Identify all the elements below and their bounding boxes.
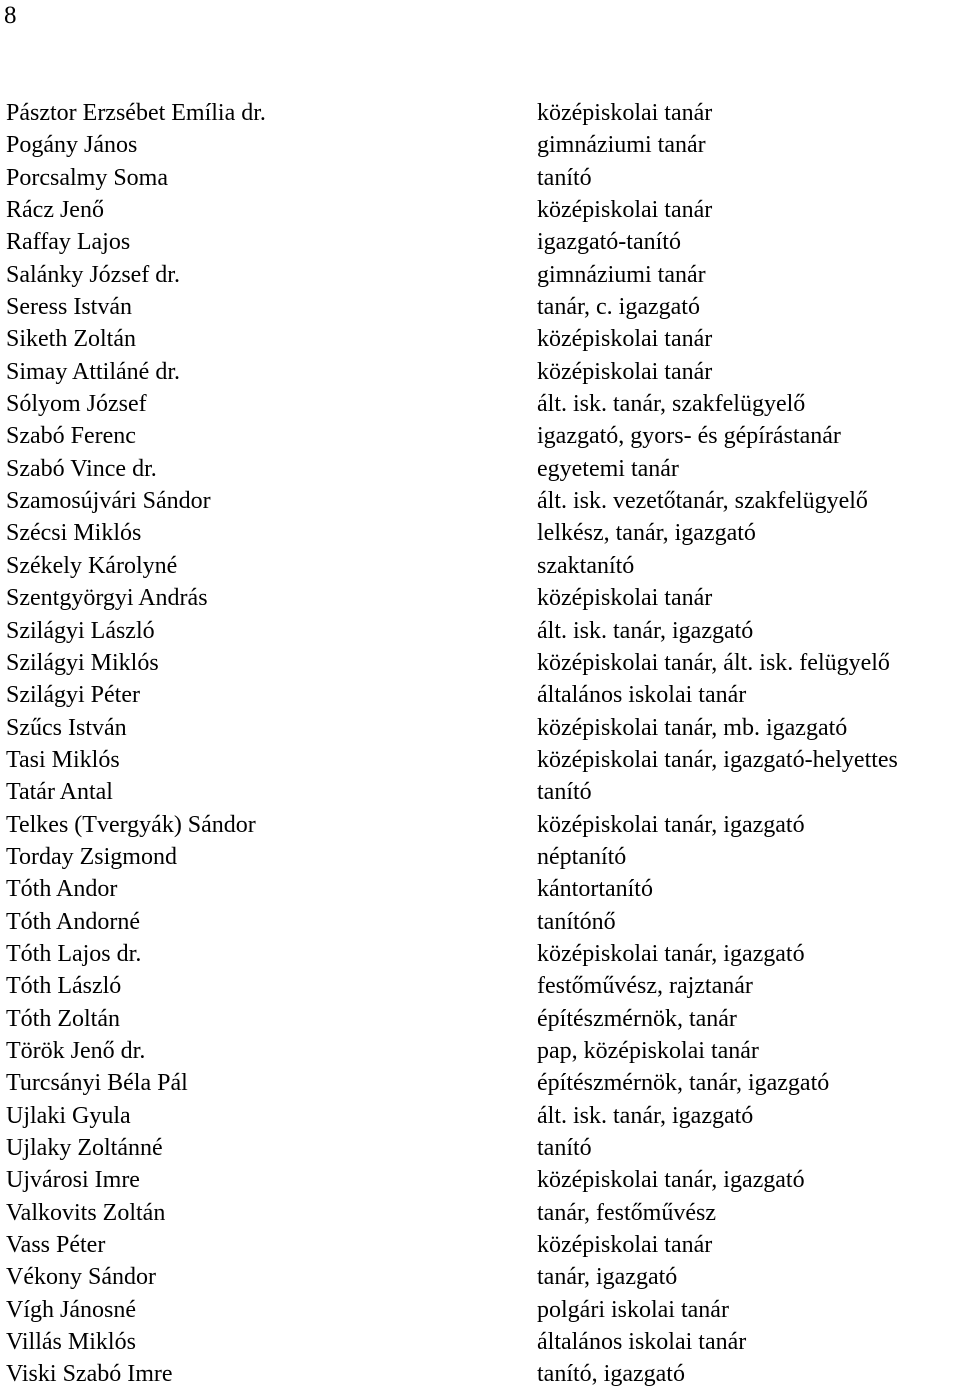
person-role: tanító, igazgató — [537, 1361, 685, 1388]
person-role: igazgató-tanító — [537, 229, 681, 256]
person-name: Székely Károlyné — [6, 552, 178, 579]
person-name: Viski Szabó Imre — [6, 1361, 173, 1388]
person-role: középiskolai tanár, igazgató-helyettes — [537, 746, 898, 773]
list-item — [0, 259, 960, 291]
person-name: Tatár Antal — [6, 779, 113, 806]
person-name: Tóth Zoltán — [6, 1005, 120, 1032]
person-name: Ujlaki Gyula — [6, 1102, 131, 1129]
list-item — [0, 776, 960, 808]
list-item — [0, 1003, 960, 1035]
person-role: középiskolai tanár, igazgató — [537, 811, 805, 838]
person-role: gimnáziumi tanár — [537, 261, 706, 288]
list-item — [0, 356, 960, 388]
list-item — [0, 550, 960, 582]
person-role: középiskolai tanár — [537, 100, 713, 126]
person-role: gimnáziumi tanár — [537, 132, 706, 159]
list-item — [0, 1294, 960, 1326]
list-item — [0, 582, 960, 614]
person-name: Telkes (Tvergyák) Sándor — [6, 811, 256, 838]
list-item — [0, 1132, 960, 1164]
person-role: építészmérnök, tanár, igazgató — [537, 1070, 830, 1097]
person-role: tanár, festőművész — [537, 1199, 716, 1226]
list-item — [0, 841, 960, 873]
person-name: Seress István — [6, 294, 132, 321]
person-name: Tasi Miklós — [6, 746, 120, 773]
person-role: ált. isk. tanár, igazgató — [537, 1102, 754, 1129]
list-item — [0, 453, 960, 485]
list-item — [0, 615, 960, 647]
person-role: középiskolai tanár, mb. igazgató — [537, 714, 848, 741]
list-item — [0, 162, 960, 194]
person-role: szaktanító — [537, 552, 635, 579]
person-role: tanár, igazgató — [537, 1264, 678, 1291]
person-role: kántortanító — [537, 876, 653, 903]
person-role: középiskolai tanár — [537, 326, 713, 353]
person-name: Valkovits Zoltán — [6, 1199, 166, 1226]
person-role: tanítónő — [537, 908, 616, 935]
list-item — [0, 1164, 960, 1196]
person-role: festőművész, rajztanár — [537, 973, 753, 1000]
list-item — [0, 485, 960, 517]
list-item — [0, 1358, 960, 1390]
person-name: Szécsi Miklós — [6, 520, 142, 547]
person-role: középiskolai tanár, igazgató — [537, 1167, 805, 1194]
list-item — [0, 420, 960, 452]
person-role: ált. isk. tanár, szakfelügyelő — [537, 391, 806, 418]
person-name: Szűcs István — [6, 714, 127, 741]
person-role: középiskolai tanár — [537, 197, 713, 224]
person-name: Tóth Lajos dr. — [6, 940, 142, 967]
person-name: Szilágyi Miklós — [6, 649, 159, 676]
list-item — [0, 906, 960, 938]
list-item — [0, 809, 960, 841]
list-item — [0, 712, 960, 744]
person-role: tanító — [537, 779, 592, 806]
person-role: tanító — [537, 1135, 592, 1161]
person-name: Raffay Lajos — [6, 229, 131, 256]
list-item — [0, 517, 960, 549]
person-role: egyetemi tanár — [537, 455, 679, 482]
list-item — [0, 679, 960, 711]
list-item — [0, 323, 960, 355]
person-role: tanár, c. igazgató — [537, 294, 700, 321]
person-role: általános iskolai tanár — [537, 682, 747, 709]
list-item — [0, 744, 960, 776]
list-item — [0, 1229, 960, 1261]
person-role: középiskolai tanár — [537, 358, 713, 385]
person-name: Tóth László — [6, 973, 122, 1000]
name-list — [0, 97, 960, 1391]
list-item — [0, 1261, 960, 1293]
person-role: lelkész, tanár, igazgató — [537, 520, 756, 547]
person-name: Porcsalmy Soma — [6, 164, 168, 191]
person-name: Ujvárosi Imre — [6, 1167, 140, 1194]
list-item — [0, 873, 960, 905]
person-name: Sólyom József — [6, 391, 147, 418]
person-name: Pásztor Erzsébet Emília dr. — [6, 100, 266, 126]
person-name: Simay Attiláné dr. — [6, 358, 180, 385]
person-name: Vass Péter — [6, 1232, 106, 1259]
person-name: Turcsányi Béla Pál — [6, 1070, 188, 1097]
list-item — [0, 291, 960, 323]
person-role: középiskolai tanár, igazgató — [537, 940, 805, 967]
person-name: Pogány János — [6, 132, 138, 159]
list-item — [0, 1100, 960, 1132]
person-role: pap, középiskolai tanár — [537, 1037, 759, 1064]
list-item — [0, 129, 960, 161]
person-name: Szabó Ferenc — [6, 423, 136, 450]
list-item — [0, 388, 960, 420]
person-role: néptanító — [537, 843, 627, 870]
person-role: középiskolai tanár — [537, 585, 713, 612]
person-role: tanító — [537, 164, 592, 191]
person-name: Szabó Vince dr. — [6, 455, 157, 482]
page-number: 8 — [4, 2, 17, 29]
list-item — [0, 1326, 960, 1358]
person-name: Szilágyi László — [6, 617, 155, 644]
person-role: általános iskolai tanár — [537, 1329, 747, 1356]
list-item — [0, 647, 960, 679]
list-item — [0, 938, 960, 970]
person-role: középiskolai tanár, ált. isk. felügyelő — [537, 649, 890, 676]
person-name: Torday Zsigmond — [6, 843, 177, 870]
person-name: Szentgyörgyi András — [6, 585, 208, 612]
list-item — [0, 226, 960, 258]
person-name: Vígh Jánosné — [6, 1296, 136, 1323]
person-name: Siketh Zoltán — [6, 326, 136, 353]
person-name: Szilágyi Péter — [6, 682, 140, 709]
person-name: Villás Miklós — [6, 1329, 136, 1356]
person-name: Salánky József dr. — [6, 261, 180, 288]
person-name: Szamosújvári Sándor — [6, 488, 211, 515]
list-item — [0, 1067, 960, 1099]
list-item — [0, 970, 960, 1002]
person-role: polgári iskolai tanár — [537, 1296, 729, 1323]
list-item — [0, 194, 960, 226]
person-role: igazgató, gyors- és gépírástanár — [537, 423, 841, 450]
person-name: Tóth Andorné — [6, 908, 140, 935]
list-item — [0, 1197, 960, 1229]
person-name: Török Jenő dr. — [6, 1037, 146, 1064]
person-name: Rácz Jenő — [6, 197, 104, 224]
list-item — [0, 1035, 960, 1067]
person-name: Tóth Andor — [6, 876, 118, 903]
person-role: ált. isk. vezetőtanár, szakfelügyelő — [537, 488, 868, 515]
person-role: építészmérnök, tanár — [537, 1005, 737, 1032]
person-name: Ujlaky Zoltánné — [6, 1135, 163, 1161]
list-item — [0, 97, 960, 129]
person-name: Vékony Sándor — [6, 1264, 156, 1291]
person-role: ált. isk. tanár, igazgató — [537, 617, 754, 644]
person-role: középiskolai tanár — [537, 1232, 713, 1259]
